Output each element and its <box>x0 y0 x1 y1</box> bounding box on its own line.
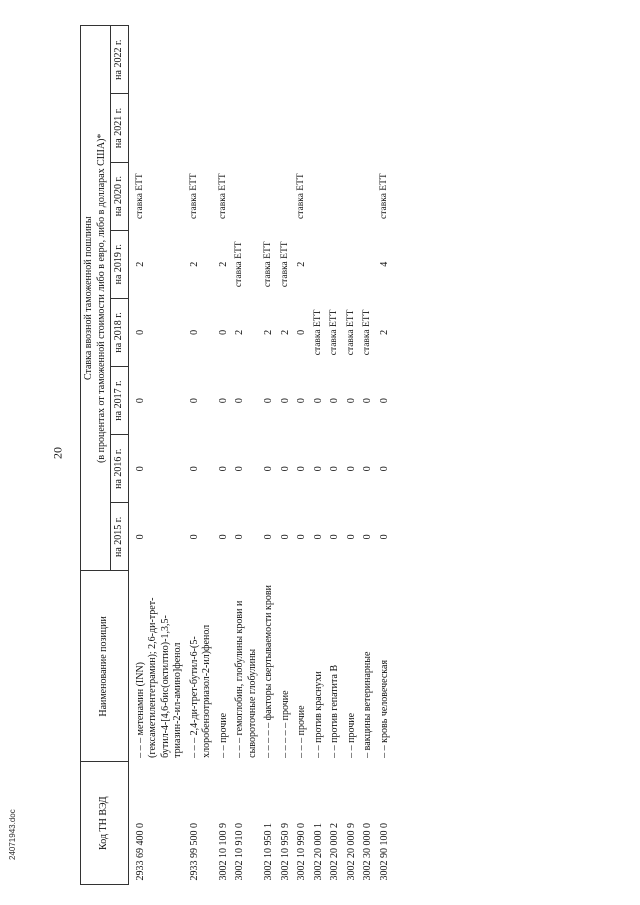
row-rate: 0 <box>188 466 200 472</box>
row-rate: 2 <box>188 261 200 267</box>
row-name: – – прочие <box>345 712 357 758</box>
row-rate <box>278 26 295 94</box>
row-rate: 2 <box>263 329 274 335</box>
row-rate: 0 <box>134 329 146 335</box>
row-rate: 0 <box>263 534 274 540</box>
row-code: 3002 20 000 2 <box>329 823 340 881</box>
row-rate: 0 <box>263 398 274 404</box>
row-rate: 0 <box>312 534 324 540</box>
row-rate: 0 <box>217 329 229 335</box>
row-rate <box>327 162 344 230</box>
row-rate <box>360 94 377 162</box>
row-name: – – – – – факторы свертываемости крови <box>263 585 274 758</box>
row-rate <box>278 94 295 162</box>
tariff-table <box>80 25 393 885</box>
row-rate: 2 <box>217 261 229 267</box>
row-rate <box>360 26 377 94</box>
row-rate <box>216 94 233 162</box>
row-rate: 0 <box>329 466 340 472</box>
row-code: 3002 30 000 0 <box>362 823 373 881</box>
row-code: 3002 10 910 0 <box>234 823 245 881</box>
row-name: – – – прочие <box>296 705 307 758</box>
row-rate <box>294 94 311 162</box>
header-year: на 2019 г. <box>111 230 129 298</box>
row-rate: 0 <box>279 466 291 472</box>
row-code: 3002 10 100 9 <box>217 823 229 881</box>
row-rate: 2 <box>234 329 245 335</box>
row-rate <box>344 162 361 230</box>
row-rate: ставка ЕТТ <box>378 173 389 219</box>
row-name: – – прочие <box>217 712 229 758</box>
row-rate: 0 <box>296 329 307 335</box>
row-rate: 2 <box>134 261 146 267</box>
row-code: 2933 99 500 0 <box>188 823 200 881</box>
row-rate: 0 <box>378 466 390 472</box>
row-rate <box>360 230 377 298</box>
header-year: на 2020 г. <box>111 162 129 230</box>
row-rate: 0 <box>234 534 245 540</box>
row-rate: ставка ЕТТ <box>134 173 145 219</box>
header-year: на 2022 г. <box>111 26 129 94</box>
row-code: 3002 10 990 0 <box>296 823 307 881</box>
row-rate: ставка ЕТТ <box>312 309 323 356</box>
row-rate: 2 <box>378 329 390 335</box>
row-rate <box>278 162 295 230</box>
row-name: – – – – – прочие <box>279 690 291 758</box>
row-rate <box>311 94 328 162</box>
header-name: Наименование позиции <box>81 571 129 762</box>
table-row <box>294 26 311 885</box>
header-rate-subtitle: (в процентах от таможенной стоимости либо в евро, либо в долларах США)* <box>96 26 111 571</box>
row-rate: ставка ЕТТ <box>263 241 273 288</box>
row-rate: 2 <box>279 329 291 335</box>
row-rate: 0 <box>296 466 307 472</box>
row-rate: ставка ЕТТ <box>279 241 290 288</box>
row-rate <box>187 94 216 162</box>
row-code: 3002 20 000 1 <box>312 823 324 881</box>
page-number: 20 <box>50 447 65 459</box>
footer-doc-code: 24071943.doc <box>8 809 17 860</box>
rotated-table-wrapper <box>80 25 640 885</box>
row-rate <box>128 94 187 162</box>
row-rate: ставка ЕТТ <box>345 309 356 356</box>
row-rate: 0 <box>279 534 291 540</box>
row-rate <box>327 94 344 162</box>
row-rate: 0 <box>296 534 307 540</box>
header-year: на 2021 г. <box>111 94 129 162</box>
row-rate: 0 <box>279 398 291 404</box>
table-row <box>278 26 295 885</box>
row-rate: 0 <box>134 466 146 472</box>
row-code: 3002 10 950 9 <box>279 823 291 881</box>
row-rate: 0 <box>345 398 357 404</box>
row-rate: 0 <box>217 466 229 472</box>
row-name: – – – гемоглобин, глобулины крови и сывороточные глобулины <box>234 600 258 758</box>
row-rate: 4 <box>378 261 390 267</box>
row-name: – вакцины ветеринарные <box>362 651 373 758</box>
row-rate <box>311 26 328 94</box>
row-name: – – против краснухи <box>312 671 324 758</box>
table-row <box>232 26 261 885</box>
row-rate: ставка ЕТТ <box>362 309 372 356</box>
row-rate: 0 <box>362 398 373 404</box>
row-rate: 0 <box>234 398 245 404</box>
row-rate: ставка ЕТТ <box>188 173 199 219</box>
table-row <box>360 26 377 885</box>
row-rate: 0 <box>362 466 373 472</box>
row-rate: 0 <box>312 466 324 472</box>
row-rate <box>128 26 187 94</box>
row-rate: 0 <box>188 398 200 404</box>
row-rate <box>377 26 394 94</box>
table-row <box>187 26 216 885</box>
row-rate <box>327 230 344 298</box>
row-rate <box>311 162 328 230</box>
row-rate <box>216 26 233 94</box>
row-rate: ставка ЕТТ <box>234 241 244 288</box>
row-rate: 0 <box>134 398 146 404</box>
row-rate <box>360 162 377 230</box>
table-row <box>261 26 278 885</box>
row-name: – – – 2,4-ди-трет-бутил-6-(5-хлоробензотриазол-2-ил)фенол <box>188 624 212 758</box>
table-header <box>81 26 129 885</box>
row-code: 2933 69 400 0 <box>134 823 146 881</box>
header-rate-title: Ставка ввозной таможенной пошлины <box>81 26 96 571</box>
row-rate: 0 <box>312 398 324 404</box>
row-name: – – против гепатита В <box>329 664 340 758</box>
row-rate <box>232 94 261 162</box>
header-year: на 2015 г. <box>111 503 129 571</box>
row-code: 3002 20 000 9 <box>345 823 357 881</box>
table-row <box>344 26 361 885</box>
row-rate: ставка ЕТТ <box>217 173 228 219</box>
row-rate: 0 <box>378 398 390 404</box>
row-rate <box>294 26 311 94</box>
row-rate <box>344 26 361 94</box>
row-rate <box>232 26 261 94</box>
row-rate: 0 <box>188 534 200 540</box>
row-rate <box>261 26 278 94</box>
row-rate: 0 <box>188 329 200 335</box>
table-row <box>128 26 187 885</box>
row-rate: 0 <box>234 466 245 472</box>
row-rate <box>187 26 216 94</box>
table-row <box>377 26 394 885</box>
row-rate: 0 <box>378 534 390 540</box>
header-year: на 2018 г. <box>111 298 129 366</box>
row-rate: 0 <box>345 466 357 472</box>
table-row <box>311 26 328 885</box>
row-rate <box>261 162 278 230</box>
row-rate: ставка ЕТТ <box>329 309 339 356</box>
row-rate <box>311 230 328 298</box>
row-rate <box>344 230 361 298</box>
header-year: на 2016 г. <box>111 435 129 503</box>
table-row <box>216 26 233 885</box>
row-rate: 0 <box>296 398 307 404</box>
row-rate <box>232 162 261 230</box>
row-rate: 0 <box>329 398 340 404</box>
row-rate: 0 <box>362 534 373 540</box>
table-body <box>128 26 393 885</box>
row-rate <box>261 94 278 162</box>
row-rate <box>344 94 361 162</box>
table-row <box>327 26 344 885</box>
row-rate: 0 <box>263 466 274 472</box>
row-rate: 2 <box>296 261 307 267</box>
row-rate: 0 <box>217 398 229 404</box>
header-year: на 2017 г. <box>111 367 129 435</box>
row-rate <box>377 94 394 162</box>
row-name: – – кровь человеческая <box>378 659 390 758</box>
row-rate: 0 <box>329 534 340 540</box>
row-rate: 0 <box>134 534 146 540</box>
row-rate: ставка ЕТТ <box>296 173 306 219</box>
header-code: Код ТН ВЭД <box>81 762 129 885</box>
row-name: – – – метенамин (INN) (гексаметилентетрамин); 2,6-ди-трет-бутил-4-[4,6-бис(октилтио)-1,3,5-триазин-2-ил-амино]фенол <box>134 597 183 758</box>
row-rate: 0 <box>217 534 229 540</box>
row-rate: 0 <box>345 534 357 540</box>
row-code: 3002 10 950 1 <box>263 823 274 881</box>
row-rate <box>327 26 344 94</box>
row-code: 3002 90 100 0 <box>378 823 390 881</box>
